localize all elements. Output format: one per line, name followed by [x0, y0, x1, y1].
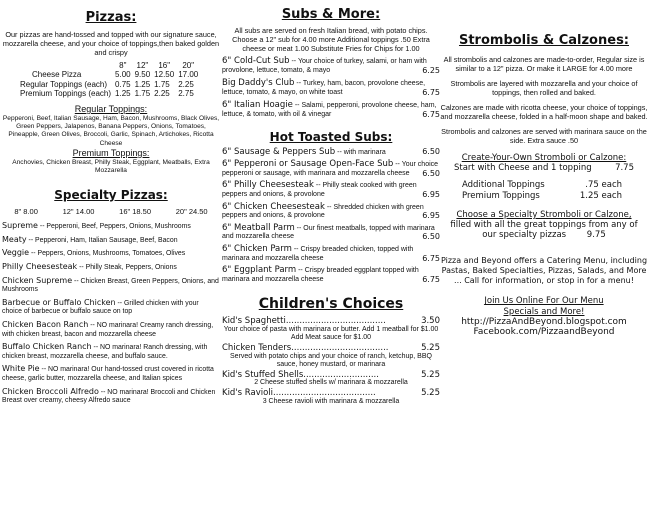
premium-toppings-title: Premium Toppings:: [72, 147, 150, 158]
item-name: Supreme: [2, 221, 38, 231]
kids-item-price: 5.25: [421, 343, 440, 354]
specialty-pizza-item: [2, 236, 220, 246]
specialty-stromboli-text: filled with all the great toppings from any of our specialty pizzas: [450, 220, 638, 241]
subs-title: Subs & More:: [281, 7, 381, 22]
kids-item-line: [222, 317, 440, 326]
item-desc: -- Crispy breaded eggplant topped with marinara and mozzarella cheese: [222, 267, 419, 283]
item-name: 6" Meatball Parm: [222, 222, 295, 233]
item-name: Meaty: [2, 234, 27, 244]
item-name: Chicken Bacon Ranch: [2, 319, 89, 329]
item-desc: -- Crispy breaded chicken, topped with marinara and mozzarella cheese: [222, 245, 414, 262]
subs-intro: All subs are served on fresh Italian bread, with potato chips. Choose a 12" sub for 4.00 more Additional toppings .50 Extra cheese or meat 1.00 Substitute Fries for Chips for 1.00: [232, 26, 430, 53]
item-price: 6.75: [422, 253, 440, 263]
cyo-start-row: [440, 163, 648, 173]
online-title: Join Us Online For Our Menu: [484, 296, 604, 307]
item-name: 6" Cold-Cut Sub: [222, 56, 290, 66]
specialty-stromboli-title: Choose a Specialty Stromboli or Calzone,: [456, 209, 632, 220]
item-desc: -- Philly Steak, Peppers, Onions: [77, 264, 177, 271]
item-price: 6.50: [422, 232, 440, 242]
cyo-start: Start with Cheese and 1 topping: [454, 163, 592, 174]
size-16: 16": [158, 61, 171, 70]
leader-dots: ............................: [303, 370, 379, 380]
pizza-price-table: [18, 61, 200, 98]
cyo-title: Create-Your-Own Stromboli or Calzone:: [461, 153, 627, 163]
item-desc: -- Pepperoni, Ham, Italian Sausage, Beef, Bacon: [26, 236, 178, 244]
item-desc: -- Turkey, ham, bacon, provolone cheese, lettuce, tomato, & mayo, on white toast: [222, 80, 426, 96]
sub-item: [222, 57, 440, 75]
hot-sub-item: [222, 148, 440, 158]
row-label: Cheese Pizza: [32, 70, 82, 79]
facebook-link[interactable]: Facebook.com/PizzaandBeyond: [473, 327, 615, 338]
hot-sub-item: [222, 224, 440, 242]
item-price: 6.95: [422, 189, 440, 199]
item-name: 6" Sausage & Peppers Sub: [222, 146, 336, 157]
pizza-size-header: [18, 61, 200, 70]
item-desc: -- with marinara: [335, 148, 386, 156]
item-desc: -- Your choice pepperoni or sausage, with marinara and mozzarella cheese: [222, 161, 439, 177]
price: 5.00: [115, 70, 131, 79]
strombolis-column: [440, 0, 648, 337]
hot-sub-item: [222, 181, 440, 199]
specialty-pizza-item: [2, 249, 220, 259]
kids-item-name: Kid's Ravioli: [222, 388, 274, 399]
kids-item-desc: 2 Cheese stuffed shells w/ marinara & mozzarella: [254, 379, 408, 387]
specialty-size: 8" 8.00: [14, 207, 38, 217]
specialty-list: [2, 222, 220, 406]
catering-info: Pizza and Beyond offers a Catering Menu, including Pastas, Baked Specialties, Pizzas, Salads, and More ... Call for information, or stop in for a menu!: [440, 256, 648, 286]
item-desc: -- NO marinara! Creamy ranch dressing, with chicken breast, bacon and mozzarella cheese: [2, 321, 214, 338]
kids-item-name: Kid's Spaghetti: [222, 316, 286, 327]
specialty-pizza-item: [2, 365, 220, 383]
item-name: Chicken Supreme: [2, 275, 73, 285]
price: 12.50: [154, 70, 175, 79]
hot-sub-item: [222, 203, 440, 221]
stromboli-p3: Calzones are made with ricotta cheese, your choice of toppings, and mozzarella cheese, folded in a half-moon shape and baked.: [440, 103, 648, 121]
kids-item-desc: 3 Cheese ravioli with marinara & mozzarella: [262, 397, 400, 405]
item-name: Chicken Broccoli Alfredo: [2, 386, 99, 396]
item-price: 6.75: [422, 87, 440, 97]
item-name: 6" Chicken Cheesesteak: [222, 201, 325, 212]
premium-price: 1.25 each: [579, 190, 622, 201]
specialty-pizza-item: [2, 263, 220, 273]
item-desc: -- Chicken Breast, Green Peppers, Onions, and Mushrooms: [2, 277, 219, 294]
pizzas-column: [2, 0, 220, 410]
item-desc: -- Your choice of turkey, salami, or ham with provolone, lettuce, tomato, & mayo: [222, 58, 427, 74]
kids-item-line: [222, 371, 440, 380]
price: 1.75: [134, 89, 151, 98]
additional-price: .75 each: [585, 180, 622, 191]
item-desc: -- Philly steak cooked with green peppers and onions, & provolone: [222, 182, 417, 198]
price: 2.25: [154, 89, 170, 98]
item-name: Big Daddy's Club: [222, 78, 295, 89]
cyo-start-price: 7.75: [615, 163, 634, 174]
specialty-pizza-item: [2, 299, 220, 317]
item-desc: -- Salami, pepperoni, provolone cheese, ham, lettuce, & tomato, with oil & vinegar: [222, 102, 437, 118]
additional-label: Additional Toppings: [462, 180, 545, 191]
kids-item: [222, 389, 440, 406]
size-20: 20": [182, 61, 195, 70]
kids-item-desc: Your choice of pasta with marinara or butter. Add 1 meatball for $1.00 Add Meat sauce for $1.00: [223, 325, 439, 342]
pizzas-title: Pizzas:: [85, 10, 137, 25]
children-title: Children's Choices: [258, 296, 404, 313]
kids-item-line: [222, 389, 440, 398]
hot-subs-title: Hot Toasted Subs:: [269, 129, 393, 144]
sub-item: [222, 101, 440, 119]
specialty-size: 16" 18.50: [119, 207, 152, 217]
subs-list: [222, 57, 440, 120]
premium-label: Premium Toppings: [462, 190, 540, 201]
item-name: 6" Italian Hoagie: [222, 100, 293, 111]
item-desc: -- NO marinara! Our hand-tossed crust covered in ricotta cheese, garlic butter, mozzarella cheese, and Italian spices: [2, 366, 214, 382]
item-price: 6.50: [422, 146, 440, 156]
specialty-pizza-item: [2, 388, 220, 406]
item-desc: -- Our finest meatballs, topped with marinara and mozzarella cheese: [222, 224, 435, 241]
price: 1.25: [115, 89, 131, 98]
item-desc: -- NO marinara! Broccoli and Chicken Breast over creamy, cheesy Alfredo sauce: [2, 388, 216, 405]
specialty-pizzas-title: Specialty Pizzas:: [54, 188, 168, 203]
specialty-sizes: [2, 207, 220, 216]
item-name: Veggie: [2, 248, 30, 258]
kids-item-price: 3.50: [421, 316, 440, 327]
hot-sub-item: [222, 160, 440, 178]
item-name: Barbecue or Buffalo Chicken: [2, 297, 116, 307]
item-price: 6.25: [422, 65, 440, 75]
online-sub: Specials and More!: [503, 306, 585, 317]
stromboli-p1: All strombolis and calzones are made-to-order, Regular size is similar to a 12" pizza. Or make it LARGE for 4.00 more: [443, 55, 645, 73]
item-name: Philly Cheesesteak: [2, 262, 78, 271]
specialty-size: 12" 14.00: [62, 207, 95, 217]
kids-item: [222, 371, 440, 388]
price: 9.50: [134, 70, 151, 79]
regular-toppings-list: Pepperoni, Beef, Italian Sausage, Ham, Bacon, Mushrooms, Black Olives, Green Peppers, Jalapenos, Banana Peppers, Onions, Tomatoes, Pineapple, Green Olives, Broccoli, Garlic, Spinach, Artichokes, Ricotta Cheese: [2, 115, 220, 147]
specialty-pizza-item: [2, 321, 220, 339]
item-name: 6" Chicken Parm: [222, 243, 292, 254]
kids-item-desc: Served with potato chips and your choice of ranch, ketchup, BBQ sauce, honey mustard, or marinara: [230, 352, 432, 369]
children-list: [222, 317, 440, 406]
specialty-stromboli-price: 9.75: [586, 230, 606, 241]
kids-item-line: [222, 344, 440, 353]
price: 2.25: [178, 80, 194, 89]
sub-item: [222, 79, 440, 97]
item-name: 6" Philly Cheesesteak: [222, 180, 314, 191]
kids-item-price: 5.25: [421, 369, 440, 380]
specialty-pizza-item: [2, 343, 220, 361]
specialty-pizza-item: [2, 222, 220, 232]
kids-item-price: 5.25: [421, 388, 440, 399]
hot-subs-list: [222, 148, 440, 285]
premium-row: [440, 191, 648, 201]
kids-item: [222, 344, 440, 370]
subs-column: [222, 0, 440, 407]
stromboli-p4: Strombolis and calzones are served with marinara sauce on the side. Extra sauce .50: [441, 127, 647, 145]
price: 17.00: [178, 70, 199, 79]
leader-dots: ....................................: [291, 344, 389, 353]
item-price: 6.75: [422, 274, 440, 284]
additional-row: [440, 180, 648, 190]
specialty-size: 20" 24.50: [175, 207, 208, 217]
row-label: Regular Toppings (each): [20, 80, 108, 89]
item-price: 6.75: [422, 109, 440, 119]
item-price: 6.95: [422, 211, 440, 221]
pizzas-intro: Our pizzas are hand-tossed and topped with our signature sauce, mozzarella cheese, and your choice of toppings,then baked golden and crispy: [2, 30, 220, 57]
hot-sub-item: [222, 266, 440, 284]
premium-toppings-list: Anchovies, Chicken Breast, Philly Steak, Eggplant, Meatballs, Extra Mozzarella: [12, 158, 210, 175]
item-desc: -- Peppers, Onions, Mushrooms, Tomatoes, Olives: [29, 250, 186, 258]
item-desc: -- Shredded chicken with green peppers and onions, & provolone: [222, 203, 424, 220]
item-name: Buffalo Chicken Ranch: [2, 342, 92, 352]
specialty-pizza-item: [2, 277, 220, 295]
blog-link[interactable]: http://PizzaAndBeyond.blogspot.com: [461, 316, 627, 327]
regular-toppings-row: [18, 80, 200, 89]
leader-dots: .....................................: [285, 317, 386, 326]
item-price: 6.50: [422, 168, 440, 178]
specialty-stromboli-desc: [440, 220, 648, 240]
kids-item-name: Chicken Tenders: [222, 343, 292, 354]
cheese-pizza-row: [18, 70, 200, 79]
size-8: 8": [119, 61, 127, 70]
item-desc: -- Grilled chicken with your choice of barbecue or buffalo sauce on top: [2, 299, 199, 316]
row-label: Premium Toppings (each): [20, 89, 112, 98]
price: 1.75: [154, 80, 170, 89]
premium-toppings-row: [18, 89, 200, 98]
item-name: White Pie: [2, 364, 40, 374]
regular-toppings-title: Regular Toppings:: [74, 104, 148, 114]
stromboli-p2: Strombolis are layered with mozzarella and your choice of toppings, then rolled and baked.: [450, 79, 638, 97]
hot-sub-item: [222, 245, 440, 263]
leader-dots: ......................................: [273, 389, 376, 398]
item-desc: -- Pepperoni, Beef, Peppers, Onions, Mushrooms: [37, 223, 191, 231]
strombolis-title: Strombolis & Calzones:: [458, 33, 629, 48]
kids-item: [222, 317, 440, 343]
item-name: 6" Eggplant Parm: [222, 265, 297, 276]
price: 2.75: [178, 89, 194, 98]
item-name: 6" Pepperoni or Sausage Open-Face Sub: [222, 159, 394, 170]
price: 1.25: [134, 80, 151, 89]
size-12: 12": [136, 61, 149, 70]
item-desc: -- NO marinara! Ranch dressing, with chicken breast, mozzarella cheese, and buffalo sauce.: [2, 344, 208, 360]
kids-item-name: Kid's Stuffed Shells: [222, 369, 304, 380]
price: 0.75: [115, 80, 131, 89]
